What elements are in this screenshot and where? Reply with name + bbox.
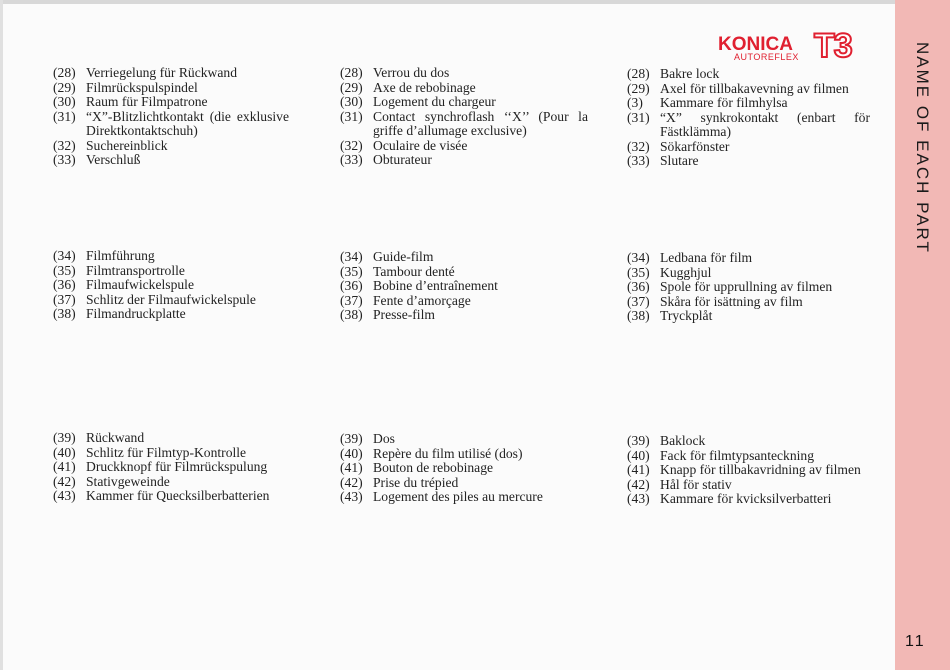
item-text: Schlitz der Filmaufwickelspule (86, 291, 256, 307)
item-number: (33) (340, 152, 363, 167)
item-text: Dos (373, 431, 395, 446)
item-number: (38) (53, 306, 76, 321)
item-text: Tambour denté (373, 263, 455, 279)
item-number: (38) (627, 308, 650, 323)
item-text: Fack för filmtypsanteckning (660, 447, 815, 463)
item-text: Stativgeweinde (86, 473, 170, 489)
item-number: (40) (627, 447, 650, 463)
item-text: Raum für Filmpatrone (86, 94, 208, 109)
item-text: Knapp för tillbakavridning av filmen (660, 462, 861, 477)
item-text: Spole för upprullning av filmen (660, 279, 833, 294)
list-item (627, 111, 870, 140)
item-text: Verriegelung für Rückwand (86, 65, 237, 80)
list-item (53, 139, 289, 154)
list-item (627, 154, 870, 169)
item-number: (28) (627, 66, 650, 81)
item-text: “X”-Blitzlichtkontakt (die exklusive Direktkontaktschuh) (86, 108, 289, 138)
item-text: Schlitz für Filmtyp-Kontrolle (86, 444, 247, 460)
list-item (340, 308, 588, 323)
item-text: Tryckplåt (660, 308, 713, 323)
list-item (53, 460, 289, 475)
list-item (340, 66, 588, 81)
item-number: (28) (340, 65, 363, 80)
list-item (53, 446, 289, 461)
item-text: Logement des piles au mercure (373, 489, 543, 504)
item-text: Bakre lock (660, 66, 720, 81)
item-number: (29) (340, 79, 363, 95)
logo-subtitle: AUTOREFLEX (734, 52, 799, 62)
list-item (340, 110, 588, 139)
item-number: (38) (340, 307, 363, 322)
item-text: Ledbana för film (660, 250, 753, 265)
item-text: Oculaire de visée (373, 137, 468, 153)
list-item (340, 294, 588, 309)
parts-list-french-39-43 (340, 432, 588, 505)
parts-list-french-34-38 (340, 250, 588, 323)
list-item (53, 81, 289, 96)
item-text: Guide-film (373, 249, 434, 264)
item-number: (34) (627, 250, 650, 265)
parts-list-french-28-33 (340, 66, 588, 168)
list-item (53, 264, 289, 279)
item-text: Hål för stativ (660, 476, 732, 492)
item-text: Filmführung (86, 248, 155, 263)
item-text: Obturateur (373, 152, 432, 167)
item-text: Fente d’amorçage (373, 292, 471, 308)
item-text: Verrou du dos (373, 65, 450, 80)
item-number: (41) (627, 462, 650, 477)
list-item (53, 307, 289, 322)
item-number: (40) (53, 444, 76, 460)
item-number: (34) (53, 248, 76, 263)
parts-list-german-34-38 (53, 249, 289, 322)
item-text: Filmandruckplatte (86, 306, 186, 321)
item-number: (43) (53, 488, 76, 503)
list-item (53, 293, 289, 308)
item-number: (30) (340, 94, 363, 109)
item-number: (37) (627, 293, 650, 309)
item-number: (42) (53, 473, 76, 489)
parts-list-german-39-43 (53, 431, 289, 504)
list-item (53, 431, 289, 446)
item-number: (32) (53, 137, 76, 153)
list-item (627, 67, 870, 82)
list-item (340, 81, 588, 96)
list-item (53, 249, 289, 264)
item-number: (39) (340, 431, 363, 446)
item-number: (37) (340, 292, 363, 308)
list-item (340, 153, 588, 168)
list-item (340, 95, 588, 110)
item-text: Rückwand (86, 430, 145, 445)
list-item (627, 463, 870, 478)
item-text: Skåra för isättning av film (660, 293, 803, 309)
item-number: (39) (627, 433, 650, 448)
item-number: (36) (627, 279, 650, 294)
item-number: (33) (53, 152, 76, 167)
item-text: Sökarfönster (660, 138, 730, 154)
item-text: Slutare (660, 153, 699, 168)
list-item (340, 265, 588, 280)
list-item (340, 432, 588, 447)
parts-list-swedish-28-33 (627, 67, 870, 169)
list-item (340, 250, 588, 265)
item-number: (42) (627, 476, 650, 492)
list-item (53, 475, 289, 490)
item-number: (28) (53, 65, 76, 80)
page-edge (0, 0, 950, 4)
item-number: (31) (53, 108, 76, 124)
item-number: (32) (340, 137, 363, 153)
list-item (627, 251, 870, 266)
item-text: Filmtransportrolle (86, 262, 185, 278)
item-number: (34) (340, 249, 363, 264)
item-text: Presse-film (373, 307, 435, 322)
item-number: (43) (340, 489, 363, 504)
item-text: Repère du film utilisé (dos) (373, 445, 523, 461)
item-text: Filmaufwickelspule (86, 277, 194, 292)
item-text: Contact synchroflash ‘‘X’’ (Pour la griffe d’allumage exclusive) (373, 108, 588, 138)
list-item (627, 434, 870, 449)
list-item (627, 96, 870, 111)
item-text: Suchereinblick (86, 137, 168, 153)
list-item (340, 476, 588, 491)
item-number: (33) (627, 153, 650, 168)
item-text: Axel för tillbakavevning av filmen (660, 80, 849, 96)
item-text: Axe de rebobinage (373, 79, 476, 95)
item-number: (41) (53, 459, 76, 474)
item-number: (35) (627, 264, 650, 280)
page-number: 11 (905, 633, 926, 650)
list-item (53, 110, 289, 139)
list-item (53, 153, 289, 168)
item-text: Bobine d’entraînement (373, 278, 498, 293)
item-text: Filmrückspulspindel (86, 79, 198, 95)
list-item (627, 478, 870, 493)
item-text: Baklock (660, 433, 706, 448)
page-edge-left (0, 0, 3, 670)
list-item (53, 95, 289, 110)
item-number: (31) (340, 108, 363, 124)
item-text: Bouton de rebobinage (373, 460, 494, 475)
logo-brand: KONICA (718, 34, 793, 55)
item-number: (36) (53, 277, 76, 292)
list-item (53, 66, 289, 81)
list-item (340, 461, 588, 476)
item-number: (29) (53, 79, 76, 95)
list-item (627, 295, 870, 310)
item-text: Kammare för kvicksilverbatteri (660, 491, 832, 506)
list-item (627, 266, 870, 281)
list-item (627, 140, 870, 155)
item-text: Kammare för filmhylsa (660, 95, 788, 110)
item-text: Kugghjul (660, 264, 712, 280)
list-item (627, 309, 870, 324)
list-item (340, 447, 588, 462)
item-number: (41) (340, 460, 363, 475)
item-number: (32) (627, 138, 650, 154)
item-number: (30) (53, 94, 76, 109)
item-number: (35) (53, 262, 76, 278)
list-item (627, 82, 870, 97)
item-number: (36) (340, 278, 363, 293)
item-text: Logement du chargeur (373, 94, 496, 109)
item-number: (3) (627, 95, 643, 110)
list-item (53, 489, 289, 504)
item-number: (35) (340, 263, 363, 279)
item-number: (43) (627, 491, 650, 506)
item-number: (42) (340, 474, 363, 490)
item-number: (39) (53, 430, 76, 445)
list-item (627, 492, 870, 507)
logo-model: T3 (814, 27, 852, 65)
section-title: NAME OF EACH PART (913, 42, 932, 254)
list-item (627, 449, 870, 464)
list-item (340, 139, 588, 154)
list-item (627, 280, 870, 295)
item-number: (37) (53, 291, 76, 307)
item-text: Prise du trépied (373, 474, 459, 490)
parts-list-swedish-39-43 (627, 434, 870, 507)
list-item (340, 279, 588, 294)
item-text: “X” synkrokontakt (enbart för Fästklämma) (660, 109, 870, 139)
item-number: (31) (627, 109, 650, 125)
parts-list-german-28-33 (53, 66, 289, 168)
item-text: Druckknopf für Filmrückspulung (86, 459, 268, 474)
konica-logo (718, 27, 878, 67)
item-text: Kammer für Quecksilberbatterien (86, 488, 270, 503)
item-text: Verschluß (86, 152, 141, 167)
item-number: (40) (340, 445, 363, 461)
list-item (53, 278, 289, 293)
item-number: (29) (627, 80, 650, 96)
parts-list-swedish-34-38 (627, 251, 870, 324)
list-item (340, 490, 588, 505)
